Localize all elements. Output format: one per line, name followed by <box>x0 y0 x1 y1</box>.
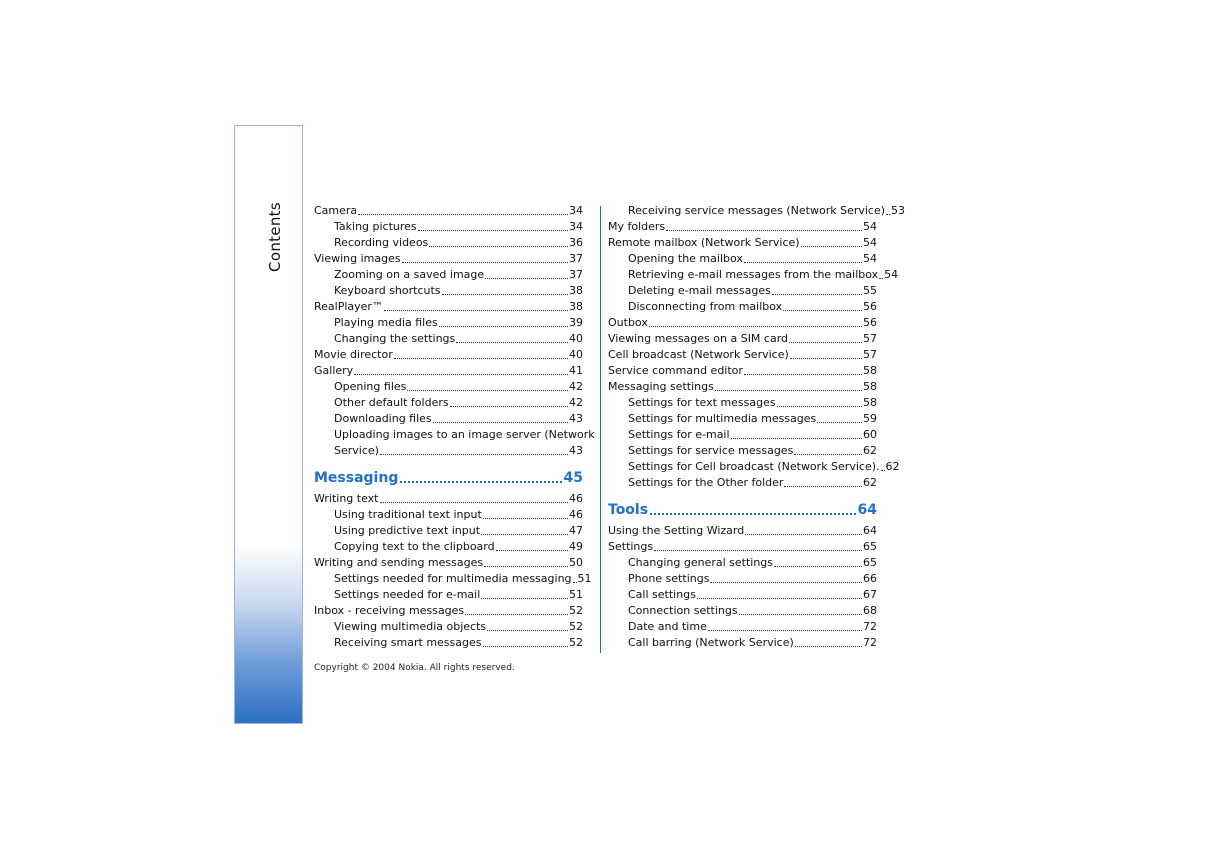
toc-entry[interactable] <box>608 395 877 411</box>
toc-entry-page: 46 <box>569 508 583 521</box>
toc-entry[interactable] <box>314 635 583 651</box>
toc-entry-label: Viewing images <box>314 252 401 265</box>
section-title: Messaging <box>314 470 399 486</box>
toc-entry-label: Viewing messages on a SIM card <box>608 332 789 345</box>
dot-leader <box>739 614 862 615</box>
dot-leader <box>772 294 862 295</box>
dot-leader <box>794 454 862 455</box>
toc-entry-page: 60 <box>863 428 877 441</box>
toc-entry-label: My folders <box>608 220 666 233</box>
toc-entry[interactable] <box>608 363 877 379</box>
dot-leader <box>400 481 561 483</box>
toc-entry-page: 37 <box>569 268 583 281</box>
section-page: 64 <box>857 502 877 518</box>
dot-leader <box>380 454 568 455</box>
toc-entry-label: Inbox - receiving messages <box>314 604 465 617</box>
dot-leader <box>744 262 862 263</box>
dot-leader <box>407 390 568 391</box>
toc-entry-page: 52 <box>569 604 583 617</box>
toc-entry-page: 43 <box>569 412 583 425</box>
toc-entry-page: 51 <box>569 588 583 601</box>
dot-leader <box>784 486 862 487</box>
dot-leader <box>795 646 862 647</box>
toc-right-bottom-list <box>608 523 877 651</box>
toc-entry-label: Playing media files <box>334 316 438 329</box>
toc-entry[interactable] <box>608 587 877 603</box>
toc-entry-page: 67 <box>863 588 877 601</box>
toc-entry-page: 65 <box>863 556 877 569</box>
toc-entry[interactable] <box>608 523 877 539</box>
toc-entry[interactable] <box>314 507 583 523</box>
toc-entry[interactable] <box>314 603 583 619</box>
dot-leader <box>745 534 862 535</box>
dot-leader <box>666 230 862 231</box>
dot-leader <box>790 358 862 359</box>
toc-entry-page: 58 <box>863 380 877 393</box>
contents-title: Contents <box>266 202 284 272</box>
dot-leader <box>573 582 577 583</box>
toc-entry-label: Receiving service messages (Network Service) <box>628 204 886 217</box>
toc-entry-label: Gallery <box>314 364 354 377</box>
toc-entry[interactable] <box>314 251 583 267</box>
toc-entry-page: 52 <box>569 620 583 633</box>
dot-leader <box>429 246 568 247</box>
dot-leader <box>774 566 862 567</box>
toc-entry-page: 42 <box>569 396 583 409</box>
toc-entry[interactable] <box>608 203 906 219</box>
toc-entry-label: Outbox <box>608 316 648 329</box>
dot-leader <box>783 310 862 311</box>
toc-entry-label: Viewing multimedia objects <box>334 620 487 633</box>
dot-leader <box>731 438 862 439</box>
toc-entry-label: Zooming on a saved image <box>334 268 485 281</box>
toc-entry-label: Settings for multimedia messages <box>628 412 817 425</box>
toc-entry-page: 36 <box>569 236 583 249</box>
dot-leader <box>817 422 862 423</box>
toc-right-top-list <box>608 203 906 491</box>
toc-entry-page: 55 <box>863 284 877 297</box>
toc-entry[interactable] <box>314 203 583 219</box>
toc-entry-page: 46 <box>569 492 583 505</box>
toc-entry-page: 52 <box>569 636 583 649</box>
toc-entry[interactable] <box>314 283 583 299</box>
toc-entry-label: Opening files <box>334 380 407 393</box>
toc-entry-page: 40 <box>569 348 583 361</box>
toc-entry-label: Settings for service messages <box>628 444 794 457</box>
dot-leader <box>710 582 862 583</box>
toc-entry[interactable] <box>608 571 877 587</box>
toc-entry-label: Writing text <box>314 492 379 505</box>
toc-entry[interactable] <box>314 619 583 635</box>
toc-entry-label: Downloading files <box>334 412 432 425</box>
toc-entry-label: Keyboard shortcuts <box>334 284 441 297</box>
toc-entry-page: 54 <box>863 236 877 249</box>
toc-entry-label: Service command editor <box>608 364 743 377</box>
dot-leader <box>487 630 568 631</box>
toc-entry-label: Using traditional text input <box>334 508 482 521</box>
toc-entry-page: 62 <box>885 460 900 473</box>
toc-entry-label: RealPlayer™ <box>314 300 383 313</box>
toc-entry-page: 64 <box>863 524 877 537</box>
toc-entry[interactable] <box>314 347 583 363</box>
toc-entry-label: Camera <box>314 204 358 217</box>
dot-leader <box>483 518 568 519</box>
dot-leader <box>650 513 855 515</box>
toc-entry-label: Taking pictures <box>334 220 417 233</box>
toc-entry-label: Copying text to the clipboard <box>334 540 495 553</box>
toc-entry[interactable] <box>314 555 583 571</box>
dot-leader <box>697 598 862 599</box>
toc-entry-page: 34 <box>569 204 583 217</box>
toc-entry[interactable] <box>608 539 877 555</box>
toc-entry-page: 72 <box>863 636 877 649</box>
dot-leader <box>465 614 568 615</box>
section-title: Tools <box>608 502 649 518</box>
toc-entry[interactable] <box>608 235 877 251</box>
section-heading-tools[interactable] <box>608 500 877 520</box>
toc-entry[interactable] <box>608 251 877 267</box>
toc-entry[interactable] <box>314 331 583 347</box>
toc-entry-page: 53 <box>891 204 906 217</box>
toc-right-column <box>608 203 906 651</box>
toc-entry-page: 54 <box>884 268 899 281</box>
section-heading-messaging[interactable] <box>314 468 583 488</box>
toc-entry[interactable] <box>608 459 900 475</box>
toc-entry-page: 56 <box>863 300 877 313</box>
toc-entry[interactable] <box>608 347 877 363</box>
toc-entry[interactable] <box>314 395 583 411</box>
dot-leader <box>442 294 568 295</box>
toc-left-bottom-list <box>314 491 592 651</box>
toc-entry[interactable] <box>314 587 583 603</box>
toc-entry-label: Call settings <box>628 588 696 601</box>
dot-leader <box>715 390 862 391</box>
toc-entry-page: 43 <box>569 444 583 457</box>
dot-leader <box>358 214 568 215</box>
dot-leader <box>654 550 862 551</box>
dot-leader <box>789 342 862 343</box>
toc-entry[interactable] <box>314 571 592 587</box>
toc-entry[interactable] <box>608 331 877 347</box>
toc-entry[interactable] <box>314 411 583 427</box>
toc-entry-page: 58 <box>863 396 877 409</box>
toc-entry[interactable] <box>608 219 877 235</box>
dot-leader <box>450 406 568 407</box>
toc-entry[interactable] <box>608 299 877 315</box>
dot-leader <box>481 598 568 599</box>
toc-entry-page: 54 <box>863 220 877 233</box>
dot-leader <box>439 326 568 327</box>
toc-entry-label: Date and time <box>628 620 707 633</box>
toc-entry-label: Using predictive text input <box>334 524 481 537</box>
toc-entry[interactable] <box>608 555 877 571</box>
toc-entry[interactable] <box>314 235 583 251</box>
toc-entry-label: Messaging settings <box>608 380 714 393</box>
toc-entry-label: Receiving smart messages <box>334 636 482 649</box>
section-page: 45 <box>563 470 583 486</box>
toc-entry-page: 62 <box>863 444 877 457</box>
dot-leader <box>708 630 862 631</box>
toc-entry-label: Changing general settings <box>628 556 774 569</box>
toc-entry-label: Remote mailbox (Network Service) <box>608 236 800 249</box>
dot-leader <box>496 550 568 551</box>
dot-leader <box>456 342 568 343</box>
dot-leader <box>879 278 883 279</box>
toc-entry-uploading-images[interactable] <box>314 427 595 459</box>
toc-entry[interactable] <box>314 267 583 283</box>
column-divider <box>600 206 601 653</box>
toc-entry-page: 57 <box>863 332 877 345</box>
toc-entry-label: Settings needed for multimedia messaging <box>334 572 572 585</box>
dot-leader <box>801 246 862 247</box>
toc-entry[interactable] <box>608 635 877 651</box>
toc-entry-label: Changing the settings <box>334 332 456 345</box>
toc-entry[interactable] <box>314 379 583 395</box>
toc-entry-label: Writing and sending messages <box>314 556 484 569</box>
toc-entry[interactable] <box>314 299 583 315</box>
dot-leader <box>354 374 568 375</box>
toc-entry-page: 41 <box>569 364 583 377</box>
toc-entry-page: 58 <box>863 364 877 377</box>
dot-leader <box>481 534 568 535</box>
toc-entry-label: Using the Setting Wizard <box>608 524 745 537</box>
toc-entry-label: Retrieving e-mail messages from the mailbox <box>628 268 879 281</box>
toc-entry-label: Connection settings <box>628 604 738 617</box>
toc-entry-page: 49 <box>569 540 583 553</box>
dot-leader <box>418 230 568 231</box>
toc-entry-label: Call barring (Network Service) <box>628 636 794 649</box>
toc-entry-page: 39 <box>569 316 583 329</box>
dot-leader <box>483 646 569 647</box>
toc-entry[interactable] <box>608 283 877 299</box>
toc-left-column <box>314 203 595 651</box>
dot-leader <box>402 262 568 263</box>
toc-entry-page: 65 <box>863 540 877 553</box>
toc-entry-label: Settings for text messages <box>628 396 776 409</box>
dot-leader <box>777 406 862 407</box>
toc-entry-label: Service) <box>334 444 379 457</box>
toc-entry-page: 57 <box>863 348 877 361</box>
toc-entry[interactable] <box>314 523 583 539</box>
toc-entry-page: 40 <box>569 332 583 345</box>
toc-entry-label: Cell broadcast (Network Service) <box>608 348 789 361</box>
toc-entry-label: Movie director <box>314 348 393 361</box>
toc-entry-label: Settings <box>608 540 654 553</box>
dot-leader <box>384 310 568 311</box>
dot-leader <box>485 278 568 279</box>
toc-entry-page: 56 <box>863 316 877 329</box>
toc-entry-label: Disconnecting from mailbox <box>628 300 783 313</box>
toc-entry-page: 47 <box>569 524 583 537</box>
dot-leader <box>886 214 890 215</box>
toc-entry-page: 38 <box>569 284 583 297</box>
toc-entry[interactable] <box>608 427 877 443</box>
toc-entry-page: 51 <box>577 572 592 585</box>
toc-entry-page: 59 <box>863 412 877 425</box>
toc-entry-label: Settings needed for e-mail <box>334 588 481 601</box>
toc-entry-page: 54 <box>863 252 877 265</box>
dot-leader <box>433 422 568 423</box>
toc-entry-page: 34 <box>569 220 583 233</box>
toc-entry-page: 38 <box>569 300 583 313</box>
toc-entry-label: Recording videos <box>334 236 429 249</box>
toc-entry[interactable] <box>608 267 899 283</box>
toc-entry[interactable] <box>314 539 583 555</box>
toc-entry-page: 66 <box>863 572 877 585</box>
toc-entry[interactable] <box>314 363 583 379</box>
toc-entry-label: Opening the mailbox <box>628 252 743 265</box>
toc-entry[interactable] <box>314 315 583 331</box>
toc-entry-page: 68 <box>863 604 877 617</box>
dot-leader <box>484 566 568 567</box>
toc-entry[interactable] <box>608 411 877 427</box>
toc-left-top-list <box>314 203 583 427</box>
toc-entry-page: 37 <box>569 252 583 265</box>
toc-entry-page: 62 <box>863 476 877 489</box>
toc-entry[interactable] <box>608 475 877 491</box>
toc-entry[interactable] <box>314 219 583 235</box>
toc-entry-label: Settings for e-mail <box>628 428 730 441</box>
toc-entry[interactable] <box>608 619 877 635</box>
toc-entry-page: 50 <box>569 556 583 569</box>
dot-leader <box>380 502 569 503</box>
toc-entry[interactable] <box>608 379 877 395</box>
toc-entry-label: Uploading images to an image server (Network <box>334 428 595 441</box>
toc-entry-label: Settings for Cell broadcast (Network Service). <box>628 460 880 473</box>
toc-entry[interactable] <box>608 443 877 459</box>
dot-leader <box>394 358 568 359</box>
toc-entry[interactable] <box>314 491 583 507</box>
toc-entry-label: Phone settings <box>628 572 710 585</box>
toc-entry-page: 42 <box>569 380 583 393</box>
dot-leader <box>744 374 862 375</box>
toc-entry[interactable] <box>608 603 877 619</box>
toc-entry-label: Other default folders <box>334 396 449 409</box>
toc-entry-page: 72 <box>863 620 877 633</box>
dot-leader <box>881 470 885 471</box>
toc-entry-label: Settings for the Other folder <box>628 476 784 489</box>
toc-entry-label: Deleting e-mail messages <box>628 284 771 297</box>
copyright-notice: Copyright © 2004 Nokia. All rights reserved. <box>314 663 515 673</box>
toc-entry[interactable] <box>608 315 877 331</box>
dot-leader <box>649 326 862 327</box>
